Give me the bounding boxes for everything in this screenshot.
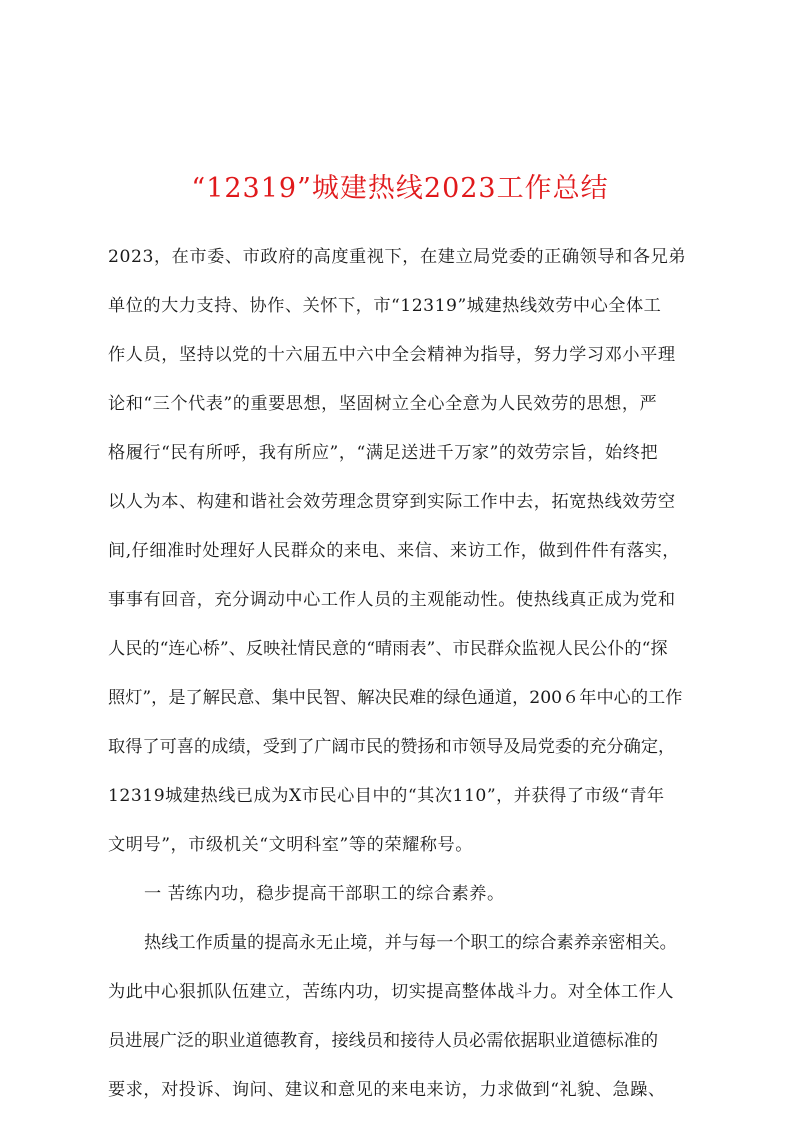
paragraph-line: 人民的“连心桥”、反映社情民意的“晴雨表”、市民群众监视人民公仆的“探 bbox=[108, 639, 668, 659]
paragraph-line: 为此中心狠抓队伍建立，苦练内功，切实提高整体战斗力。对全体工作人 bbox=[108, 982, 675, 1002]
paragraph-line: 论和“三个代表”的重要思想，坚固树立全心全意为人民效劳的思想，严 bbox=[108, 394, 658, 414]
paragraph-line: 文明号”，市级机关“文明科室”等的荣耀称号。 bbox=[108, 835, 474, 855]
paragraph-line: 事事有回音，充分调动中心工作人员的主观能动性。使热线真正成为党和 bbox=[108, 590, 676, 610]
paragraph-line: 间,仔细准时处理好人民群众的来电、来信、来访工作，做到件件有落实， bbox=[108, 541, 680, 561]
paragraph-line: 热线工作质量的提高永无止境，并与每一个职工的综合素养亲密相关。 bbox=[144, 933, 677, 953]
paragraph-line: 单位的大力支持、协作、关怀下，市“12319”城建热线效劳中心全体工 bbox=[108, 296, 662, 316]
paragraph-line: 照灯”，是了解民意、集中民智、解决民难的绿色通道，200６年中心的工作 bbox=[108, 688, 683, 708]
paragraph-line: 12319城建热线已成为X市民心目中的“其次110”，并获得了市级“青年 bbox=[108, 786, 665, 806]
paragraph-line: 员进展广泛的职业道德教育，接线员和接待人员必需依据职业道德标准的 bbox=[108, 1031, 659, 1051]
paragraph-line: 以人为本、构建和谐社会效劳理念贯穿到实际工作中去，拓宽热线效劳空 bbox=[108, 492, 676, 512]
paragraph-line: 取得了可喜的成绩，受到了广阔市民的赞扬和市领导及局党委的充分确定， bbox=[108, 737, 676, 757]
document-title: “12319”城建热线2023工作总结 bbox=[191, 173, 609, 204]
paragraph-line: 作人员，坚持以党的十六届五中六中全会精神为指导，努力学习邓小平理 bbox=[108, 345, 676, 365]
paragraph-line: 要求，对投诉、询问、建议和意见的来电来访，力求做到“礼貌、急躁、 bbox=[108, 1080, 666, 1100]
paragraph-line: 2023，在市委、市政府的高度重视下，在建立局党委的正确领导和各兄弟 bbox=[108, 247, 687, 267]
section-heading: 一 苦练内功，稳步提高干部职工的综合素养。 bbox=[144, 884, 505, 904]
paragraph-line: 格履行“民有所呼，我有所应”，“满足送进千万家”的效劳宗旨，始终把 bbox=[108, 443, 659, 463]
